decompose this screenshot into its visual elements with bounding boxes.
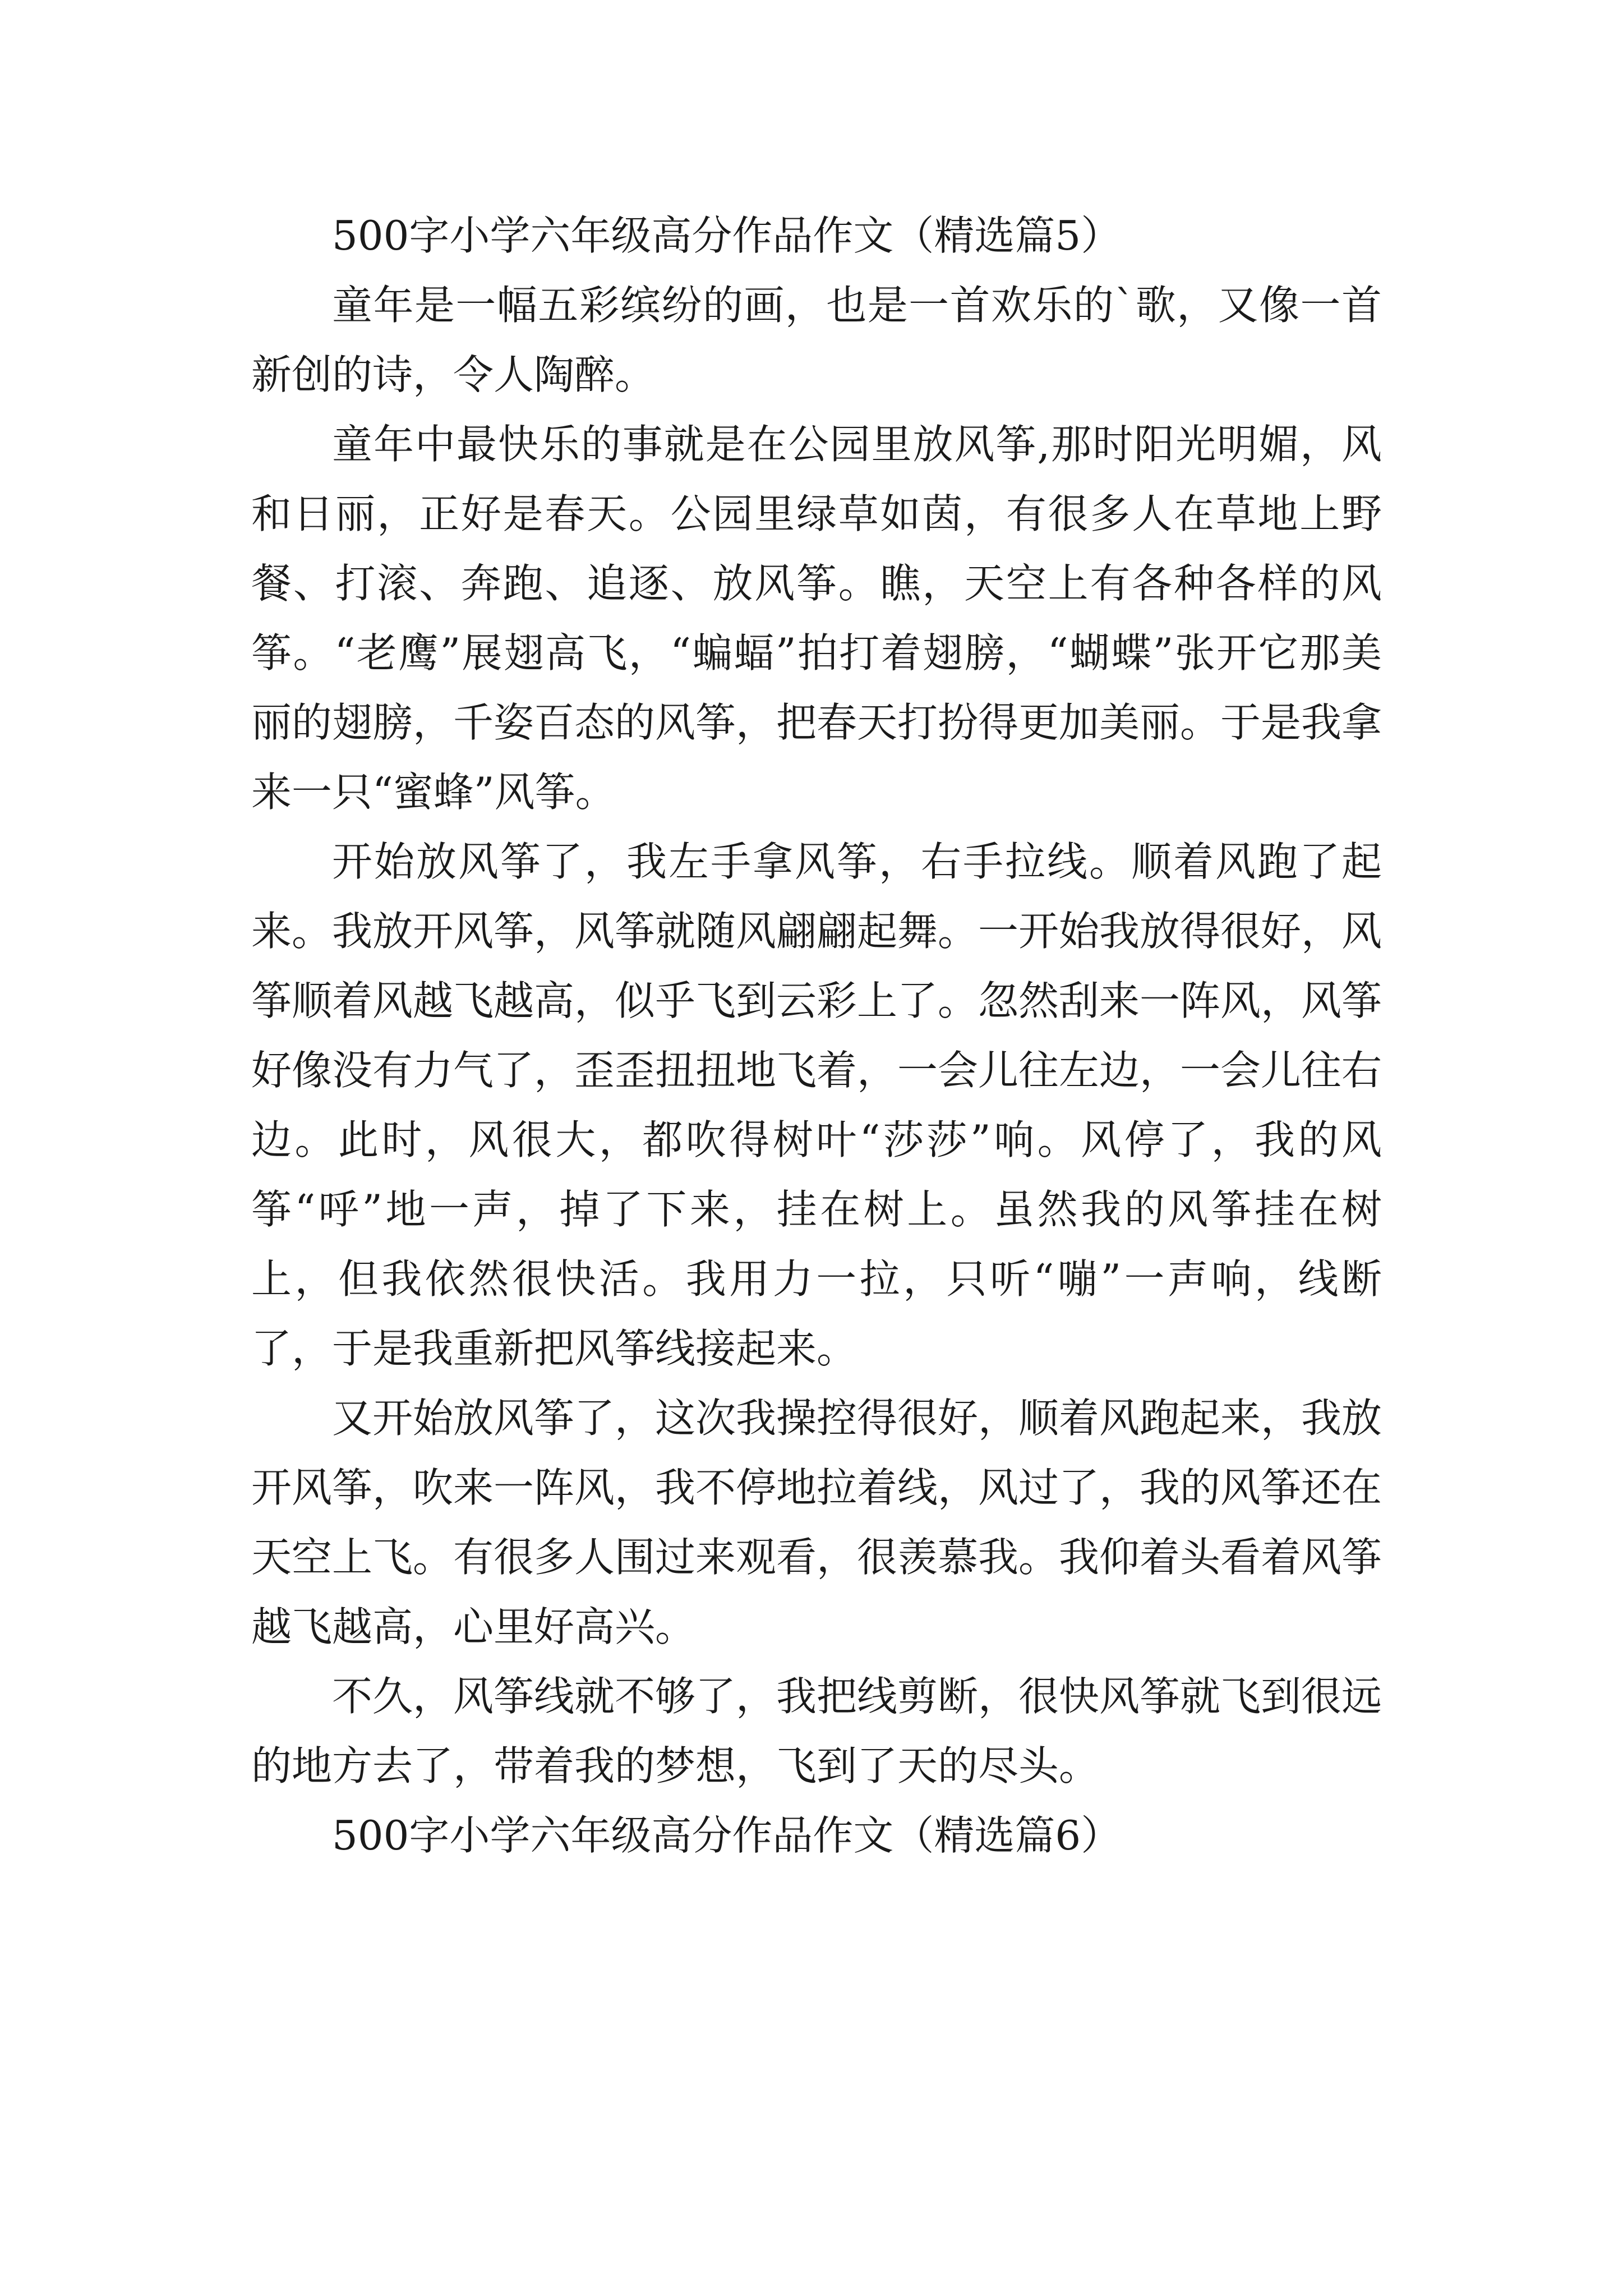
document-body bbox=[251, 201, 1382, 1870]
essay-heading-5: 500字小学六年级高分作品作文（精选篇5） bbox=[332, 212, 1122, 259]
paragraph-2: 童年中最快乐的事就是在公园里放风筝,那时阳光明媚，风和日丽，正好是春天。公园里绿草如茵，有很多人在草地上野餐、打滚、奔跑、追逐、放风筝。瞧，天空上有各种各样的风筝。“老鹰”展翅高飞，“蝙蝠”拍打着翅膀，“蝴蝶”张开它那美丽的翅膀，千姿百态的风筝，把春天打扮得更加美丽。于是我拿来一只“蜜蜂”风筝。 bbox=[251, 421, 1382, 816]
paragraph-5: 不久，风筝线就不够了，我把线剪断，很快风筝就飞到很远的地方去了，带着我的梦想，飞到了天的尽头。 bbox=[251, 1673, 1382, 1789]
essay-heading-6: 500字小学六年级高分作品作文（精选篇6） bbox=[332, 1812, 1122, 1859]
paragraph-1: 童年是一幅五彩缤纷的画，也是一首欢乐的`歌，又像一首新创的诗，令人陶醉。 bbox=[251, 282, 1382, 398]
paragraph-3: 开始放风筝了，我左手拿风筝，右手拉线。顺着风跑了起来。我放开风筝，风筝就随风翩翩起舞。一开始我放得很好，风筝顺着风越飞越高，似乎飞到云彩上了。忽然刮来一阵风，风筝好像没有力气了，歪歪扭扭地飞着，一会儿往左边，一会儿往右边。此时，风很大，都吹得树叶“莎莎”响。风停了，我的风筝“呼”地一声，掉了下来，挂在树上。虽然我的风筝挂在树上，但我依然很快活。我用力一拉，只听“嘣”一声响，线断了，于是我重新把风筝线接起来。 bbox=[251, 838, 1382, 1372]
paragraph-4: 又开始放风筝了，这次我操控得很好，顺着风跑起来，我放开风筝，吹来一阵风，我不停地拉着线，风过了，我的风筝还在天空上飞。有很多人围过来观看，很羡慕我。我仰着头看着风筝越飞越高，心里好高兴。 bbox=[251, 1395, 1382, 1650]
